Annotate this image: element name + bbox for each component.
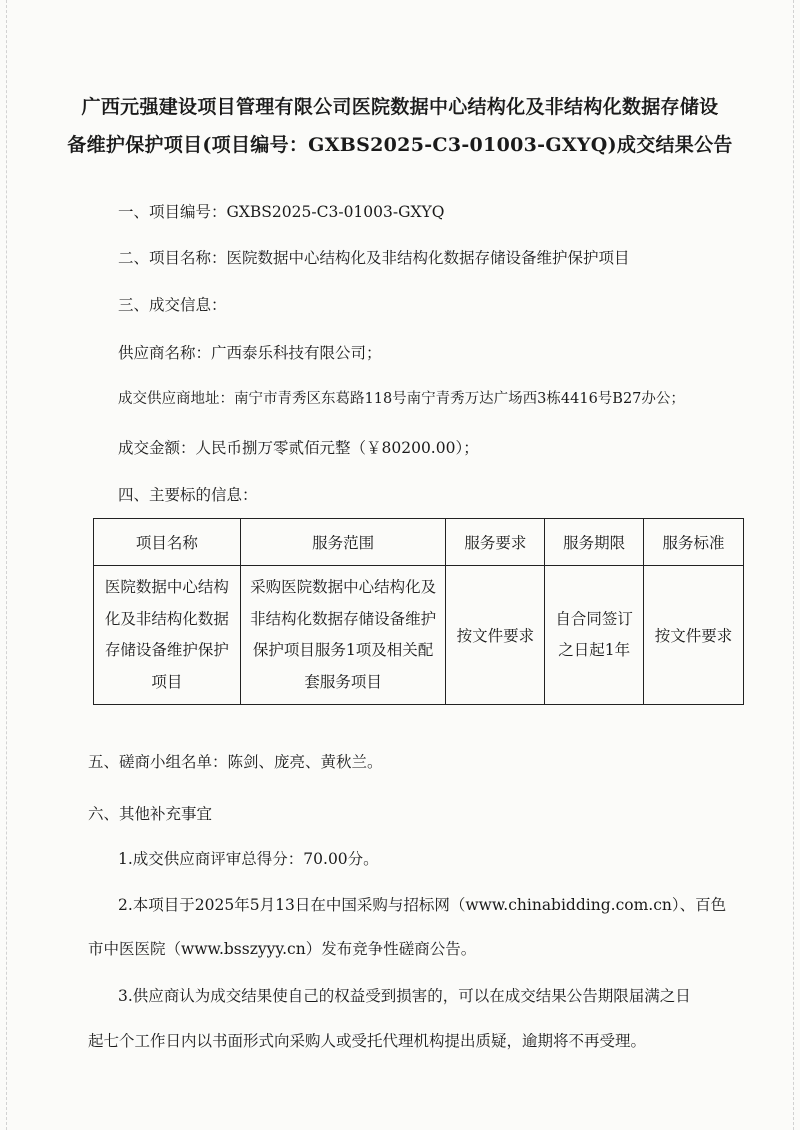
supplement-item-2-line-1: 2.本项目于2025年5月13日在中国采购与招标网（www.chinabidding.com.cn）、百色 [118,896,727,914]
cell-service-standard: 按文件要求 [644,566,744,705]
cell-text-line: 套服务项目 [304,672,382,691]
document-title [60,88,740,164]
deal-amount: 成交金额：人民币捌万零贰佰元整（￥80200.00）； [118,439,479,457]
cell-service-requirement: 按文件要求 [446,566,545,705]
scan-edge-left [6,0,8,1130]
table-row [94,566,744,705]
header-project-name: 项目名称 [94,519,241,566]
cell-text-line: 医院数据中心结构 [104,578,229,596]
cell-text-line: 保护项目服务1项及相关配 [252,641,434,659]
cell-text-line: 化及非结构化数据 [104,609,229,628]
table-header-row [94,519,744,566]
cell-text-line: 自合同签订 [555,609,633,628]
cell-service-scope [240,566,446,705]
section-deal-info: 三、成交信息： [118,296,227,314]
subject-info-table [93,518,744,705]
supplement-item-1: 1.成交供应商评审总得分：70.00分。 [118,850,379,868]
section-main-subject: 四、主要标的信息： [118,486,258,504]
supplement-item-3-line-2: 起七个工作日内以书面形式向采购人或受托代理机构提出质疑，逾期将不再受理。 [88,1032,647,1050]
supplier-name: 供应商名称：广西泰乐科技有限公司； [118,344,382,362]
header-service-standard: 服务标准 [644,519,744,566]
supplement-item-3-line-1: 3.供应商认为成交结果使自己的权益受到损害的，可以在成交结果公告期限届满之日 [118,987,691,1005]
section-project-number: 一、项目编号：GXBS2025-C3-01003-GXYQ [118,203,445,221]
header-service-period: 服务期限 [545,519,644,566]
cell-text-line: 存储设备维护保护 [104,641,229,659]
cell-text-line: 项目 [151,672,183,691]
header-service-requirement: 服务要求 [446,519,545,566]
title-line-2: 备维护保护项目(项目编号：GXBS2025-C3-01003-GXYQ)成交结果公告 [67,134,733,156]
section-supplementary: 六、其他补充事宜 [88,805,213,823]
cell-project-name [94,566,241,705]
section-project-name: 二、项目名称：医院数据中心结构化及非结构化数据存储设备维护保护项目 [118,249,630,267]
cell-text-line: 之日起1年 [558,641,631,659]
cell-text-line: 非结构化数据存储设备维护 [250,609,437,628]
supplement-item-2-line-2: 市中医医院（www.bsszyyy.cn）发布竞争性磋商公告。 [88,940,477,958]
title-line-1: 广西元强建设项目管理有限公司医院数据中心结构化及非结构化数据存储设 [81,96,719,118]
supplier-address: 成交供应商地址：南宁市青秀区东葛路118号南宁青秀万达广场西3栋4416号B27办公； [118,391,685,407]
cell-text-line: 采购医院数据中心结构化及 [250,578,437,596]
section-panel-members: 五、磋商小组名单：陈剑、庞亮、黄秋兰。 [88,753,383,771]
header-service-scope: 服务范围 [240,519,446,566]
scan-edge-right [793,0,795,1130]
cell-service-period [545,566,644,705]
